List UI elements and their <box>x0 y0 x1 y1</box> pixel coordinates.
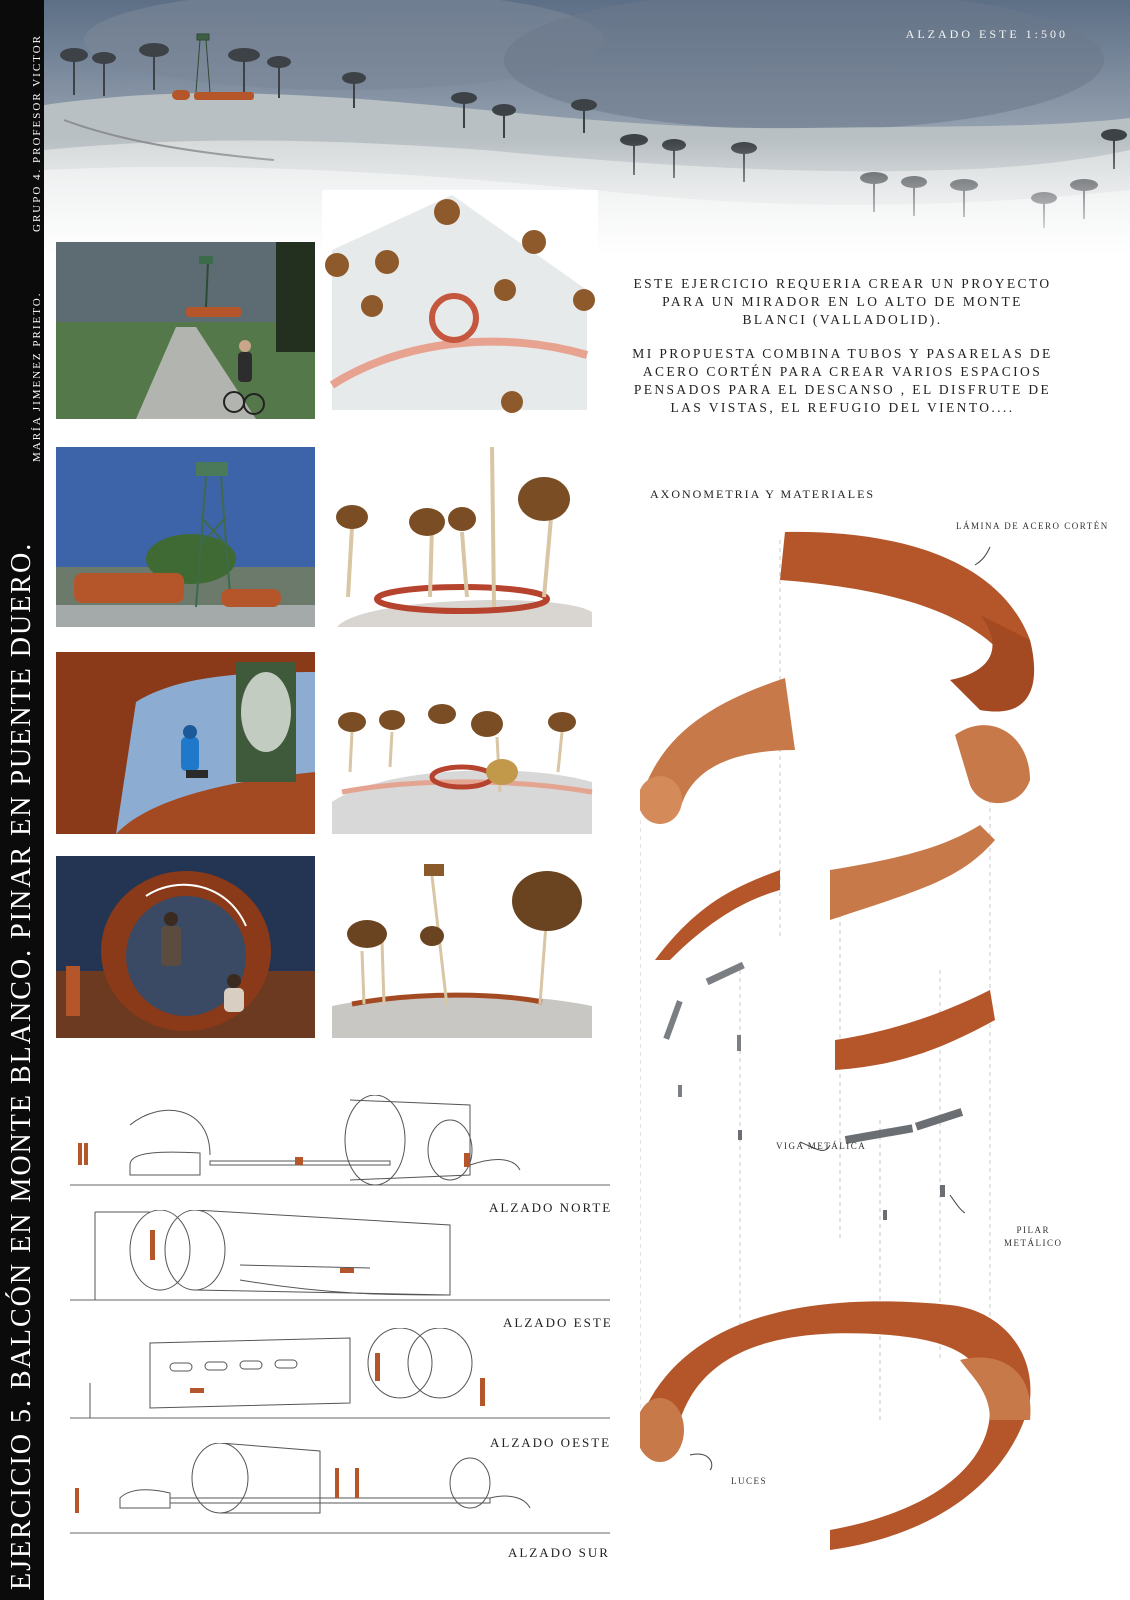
description-paragraph-2: MI PROPUESTA COMBINA TUBOS Y PASARELAS DE ACERO CORTÉN PARA CREAR VARIOS ESPACIOS PENSADOS PARA EL DESCANSO , EL DISFRUTE DE LAS VISTAS, EL REFUGIO DEL VIENTO.... <box>632 346 1053 415</box>
label-luces: LUCES <box>731 1476 768 1486</box>
landscape-elevation-label: ALZADO ESTE 1:500 <box>905 27 1068 41</box>
elevation-north-drawing <box>70 1095 610 1190</box>
axonometry-title: AXONOMETRIA Y MATERIALES <box>650 487 876 501</box>
elevation-east-drawing <box>70 1210 610 1305</box>
label-pilar-line-1: PILAR <box>1016 1225 1050 1235</box>
label-pilar-line-2: METÁLICO <box>1004 1238 1063 1248</box>
model-trees-view <box>322 447 598 627</box>
label-viga-metalica: VIGA METÁLICA <box>776 1141 867 1151</box>
render-tower <box>56 447 315 627</box>
model-low-view <box>322 856 598 1038</box>
render-seated-person <box>56 652 315 834</box>
render-cyclist <box>56 242 315 419</box>
render-tunnel-dusk <box>56 856 315 1038</box>
group-label: GRUPO 4. PROFESOR VICTOR <box>31 34 43 232</box>
elevation-south-drawing <box>70 1443 610 1538</box>
label-alzado-este: ALZADO ESTE <box>503 1315 613 1330</box>
elevation-west-drawing <box>70 1328 610 1423</box>
model-perspective-view <box>322 652 598 834</box>
label-alzado-oeste: ALZADO OESTE <box>490 1435 612 1450</box>
model-top-view <box>322 190 598 420</box>
label-lamina-corten: LÁMINA DE ACERO CORTÉN <box>956 521 1109 531</box>
label-pilar-metalico <box>1004 1224 1063 1250</box>
description-paragraph-1: ESTE EJERCICIO REQUERIA CREAR UN PROYECTO PARA UN MIRADOR EN LO ALTO DE MONTE BLANCI (VALLADOLID). <box>633 276 1052 327</box>
axonometry-drawing <box>640 520 1110 1580</box>
author-name: MARÍA JIMENEZ PRIETO. <box>31 291 43 462</box>
label-alzado-sur: ALZADO SUR <box>508 1545 610 1560</box>
project-description <box>630 275 1055 417</box>
project-title: EJERCICIO 5. BALCÓN EN MONTE BLANCO. PINAR EN PUENTE DUERO. <box>6 541 37 1590</box>
label-alzado-norte: ALZADO NORTE <box>489 1200 613 1215</box>
